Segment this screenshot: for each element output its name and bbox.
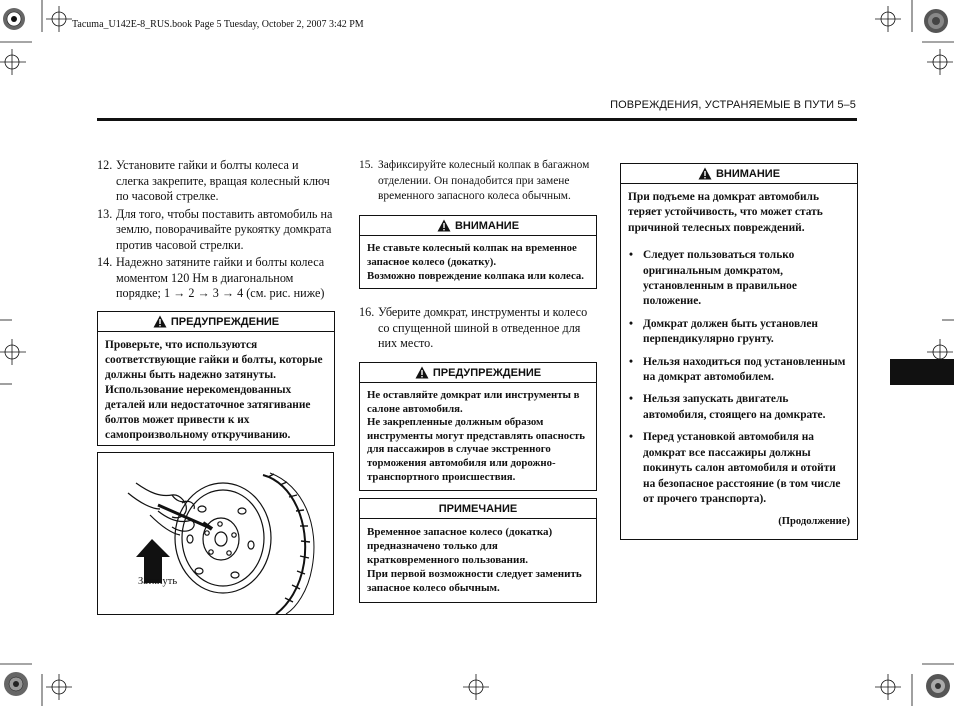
caution-label: ПРЕДУПРЕЖДЕНИЕ (432, 366, 542, 379)
attention-box-hubcap (359, 215, 597, 289)
attention-body (621, 184, 857, 535)
bullet-item: • Нельзя запускать двигатель автомобиля, стоящего на домкрате. (628, 392, 850, 423)
caution-text: Проверьте, что используются соответствующие гайки и болты, которые должны быть надежно затянуты. Использование нерекомендованных деталей или недостаточное затягивание болтов может привести к их самопроизвольному откручиванию. (105, 339, 323, 441)
caution-box (97, 311, 335, 446)
arrow-right-icon: → (221, 286, 238, 300)
crosshair-mark-bottom (46, 674, 901, 700)
step-number: 14. (97, 255, 113, 269)
step-16 (359, 305, 595, 354)
wheel-with-wrench-icon (98, 453, 333, 614)
page-header-title: ПОВРЕЖДЕНИЯ, УСТРАНЯЕМЫЕ В ПУТИ 5–5 (610, 99, 856, 111)
figure-caption: Затянуть (138, 576, 178, 587)
bullet-item: • Следует пользоваться только оригинальным домкратом, установленным в правильное положение. (628, 248, 850, 310)
step-14 (97, 255, 333, 302)
note-line: Временное запасное колесо (докатка) предназначено только для кратковременного пользования. (367, 526, 553, 566)
caution-label: ПРЕДУПРЕЖДЕНИЕ (170, 315, 280, 328)
color-target-bottom-left (4, 672, 28, 696)
attention-body (360, 236, 596, 288)
step-number: 13. (97, 206, 113, 221)
step-text: Установите гайки и болты колеса и слегка закрепите, вращая колесный ключ по часовой стрелке. (116, 158, 330, 203)
note-line: При первой возможности следует заменить запасное колесо обычным. (367, 568, 582, 594)
caution-body (98, 332, 334, 448)
caution-box-tools (359, 362, 597, 491)
note-box-header (360, 499, 596, 519)
caution-box-header (360, 363, 596, 383)
caution-line: Не закрепленные должным образом инструменты могут представлять опасность для пассажиров в случае экстренного торможения автомобиля или дорожно-транспортного происшествия. (367, 416, 585, 483)
bullet-item: • Перед установкой автомобиля на домкрат все пассажиры должны покинуть салон автомобиля и отойти на безопасное расстояние (в том числе от прочего транспорта). (628, 430, 850, 507)
sequence-number: 4 (237, 286, 244, 300)
wheel-tightening-illustration (97, 452, 334, 615)
color-target-bottom-right (926, 674, 950, 698)
attention-label: ВНИМАНИЕ (454, 219, 520, 232)
attention-line: Возможно повреждение колпака или колеса. (367, 270, 584, 282)
note-box (359, 498, 597, 603)
attention-line: Не ставьте колесный колпак на временное запасное колесо (докатку). (367, 242, 577, 268)
chapter-thumb-tab (890, 359, 954, 385)
print-slug-line: Tacuma_U142E-8_RUS.book Page 5 Tuesday, October 2, 2007 3:42 PM (72, 19, 364, 30)
step-number: 12. (97, 158, 113, 172)
note-label: ПРИМЕЧАНИЕ (438, 502, 518, 515)
step-text: Зафиксируйте колесный колпак в багажном отделении. Он понадобится при замене временного запасного колеса обычным. (378, 159, 590, 202)
step-number: 16. (359, 305, 375, 319)
step-text: Для того, чтобы поставить автомобиль на землю, поворачивайте рукоятку домкрата против часовой стрелки. (116, 206, 333, 252)
step-text-suffix: (см. рис. ниже) (243, 286, 325, 300)
attention-label: ВНИМАНИЕ (715, 167, 781, 180)
arrow-right-icon: → (173, 286, 189, 300)
caution-body (360, 383, 596, 489)
left-steps (97, 158, 333, 304)
bullet-item: • Домкрат должен быть установлен перпендикулярно грунту. (628, 317, 850, 348)
attention-bullet-list (628, 248, 850, 507)
continued-label: (Продолжение) (778, 516, 850, 528)
caution-line: Не оставляйте домкрат или инструменты в салоне автомобиля. (367, 389, 580, 415)
step-text: Надежно затяните гайки и болты колеса моментом 120 Нм в диагональном порядке; 1 (116, 255, 325, 300)
step-15 (359, 158, 595, 207)
header-rule (97, 118, 857, 121)
warning-triangle-icon (698, 167, 712, 180)
step-number: 15. (359, 159, 374, 171)
crosshair-mark-mid-left (0, 339, 26, 365)
attention-box-header (621, 164, 857, 184)
note-body (360, 519, 596, 600)
attention-intro: При подъеме на домкрат автомобиль теряет устойчивость, что может стать причиной телесных повреждений. (628, 191, 823, 234)
sequence-number: 3 (212, 286, 219, 300)
bullet-item: • Нельзя находиться под установленным на домкрат автомобилем. (628, 355, 850, 386)
color-target-top-left (3, 8, 25, 30)
step-text: Уберите домкрат, инструменты и колесо со спущенной шиной в отведенное для них место. (378, 305, 588, 350)
attention-box-header (360, 216, 596, 236)
attention-box-jack (620, 163, 858, 540)
arrow-right-icon: → (197, 286, 213, 300)
color-target-top-right (924, 9, 948, 33)
warning-triangle-icon (437, 219, 451, 232)
caution-box-header (98, 312, 334, 332)
step-12 (97, 158, 333, 205)
step-13 (97, 207, 333, 254)
sequence-number: 2 (188, 286, 195, 300)
warning-triangle-icon (153, 315, 167, 328)
warning-triangle-icon (415, 366, 429, 379)
